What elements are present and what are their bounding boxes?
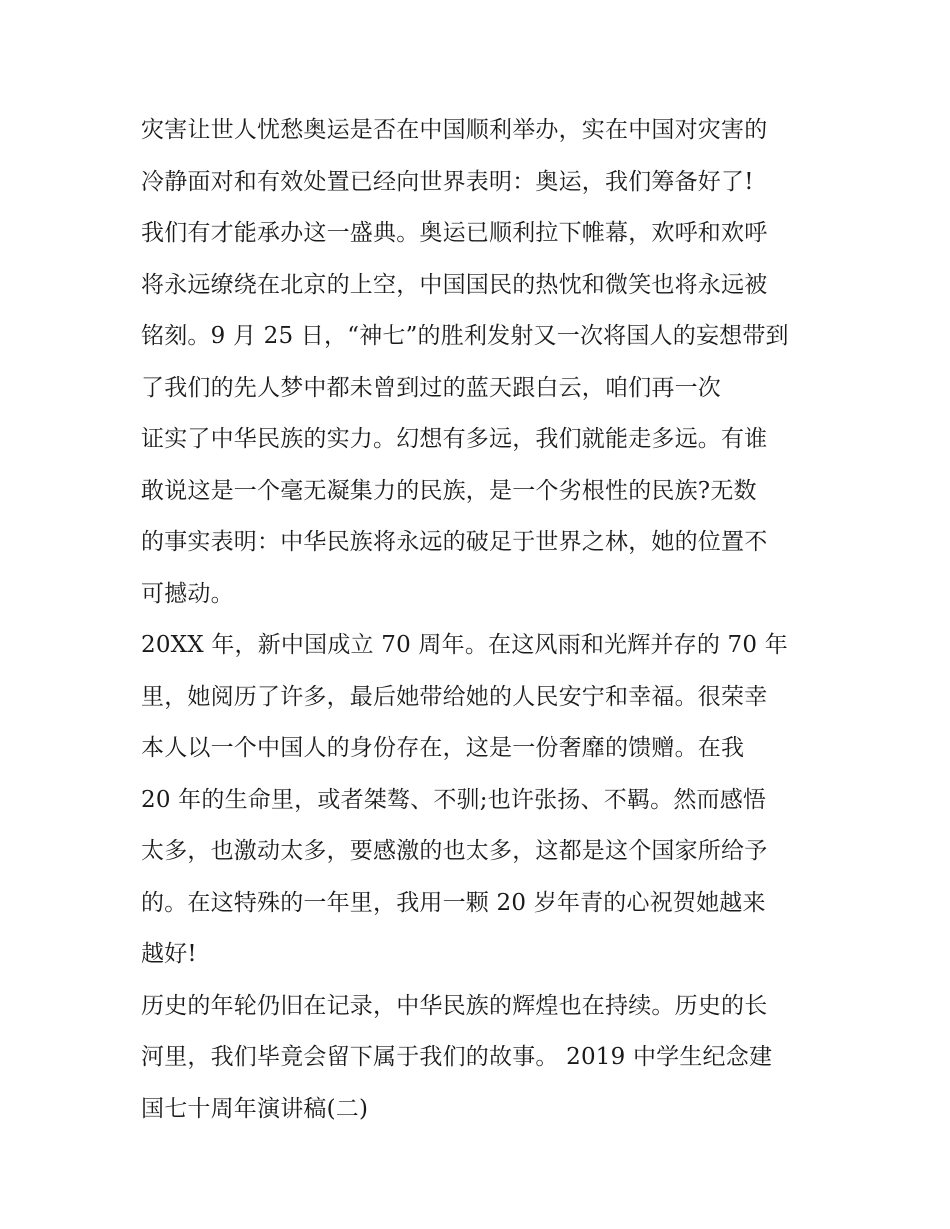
- text-line: 的。在这特殊的一年里，我用一颗 20 岁年青的心祝贺她越来: [141, 889, 766, 916]
- text-line: 里，她阅历了许多，最后她带给她的人民安宁和幸福。很荣幸: [141, 683, 768, 710]
- text-line: 将永远缭绕在北京的上空，中国国民的热忱和微笑也将永远被: [141, 271, 768, 298]
- text-line: 国七十周年演讲稿(二): [141, 1095, 369, 1122]
- text-line: 河里，我们毕竟会留下属于我们的故事。 2019 中学生纪念建: [141, 1044, 773, 1070]
- text-line: 的事实表明：中华民族将永远的破足于世界之林，她的位置不: [141, 529, 768, 555]
- text-line: 20 年的生命里，或者桀骜、不驯;也许张扬、不羁。然而感悟: [141, 786, 767, 813]
- text-line: 20XX 年，新中国成立 70 周年。在这风雨和光辉并存的 70 年: [141, 632, 788, 658]
- text-line: 可撼动。: [141, 580, 234, 607]
- text-line: 越好!: [141, 941, 197, 967]
- text-line: 本人以一个中国人的身份存在，这是一份奢靡的馈赠。在我: [141, 735, 745, 761]
- text-line: 了我们的先人梦中都未曾到过的蓝天跟白云，咱们再一次: [141, 374, 721, 401]
- text-line: 太多，也激动太多，要感激的也太多，这都是这个国家所给予: [141, 838, 768, 864]
- text-line: 证实了中华民族的实力。幻想有多远，我们就能走多远。有谁: [141, 426, 768, 452]
- body-text: [141, 105, 831, 1135]
- text-line: 铭刻。9 月 25 日，“神七”的胜利发射又一次将国人的妄想带到: [141, 323, 789, 349]
- text-line: 历史的年轮仍旧在记录，中华民族的辉煌也在持续。历史的长: [141, 992, 768, 1019]
- text-line: 敢说这是一个毫无凝集力的民族，是一个劣根性的民族?无数: [141, 477, 757, 504]
- text-line: 灾害让世人忧愁奥运是否在中国顺利举办，实在中国对灾害的: [141, 117, 768, 143]
- text-line: 冷静面对和有效处置已经向世界表明：奥运，我们筹备好了!: [141, 168, 754, 195]
- text-line: 我们有才能承办这一盛典。奥运已顺利拉下帷幕，欢呼和欢呼: [141, 220, 768, 246]
